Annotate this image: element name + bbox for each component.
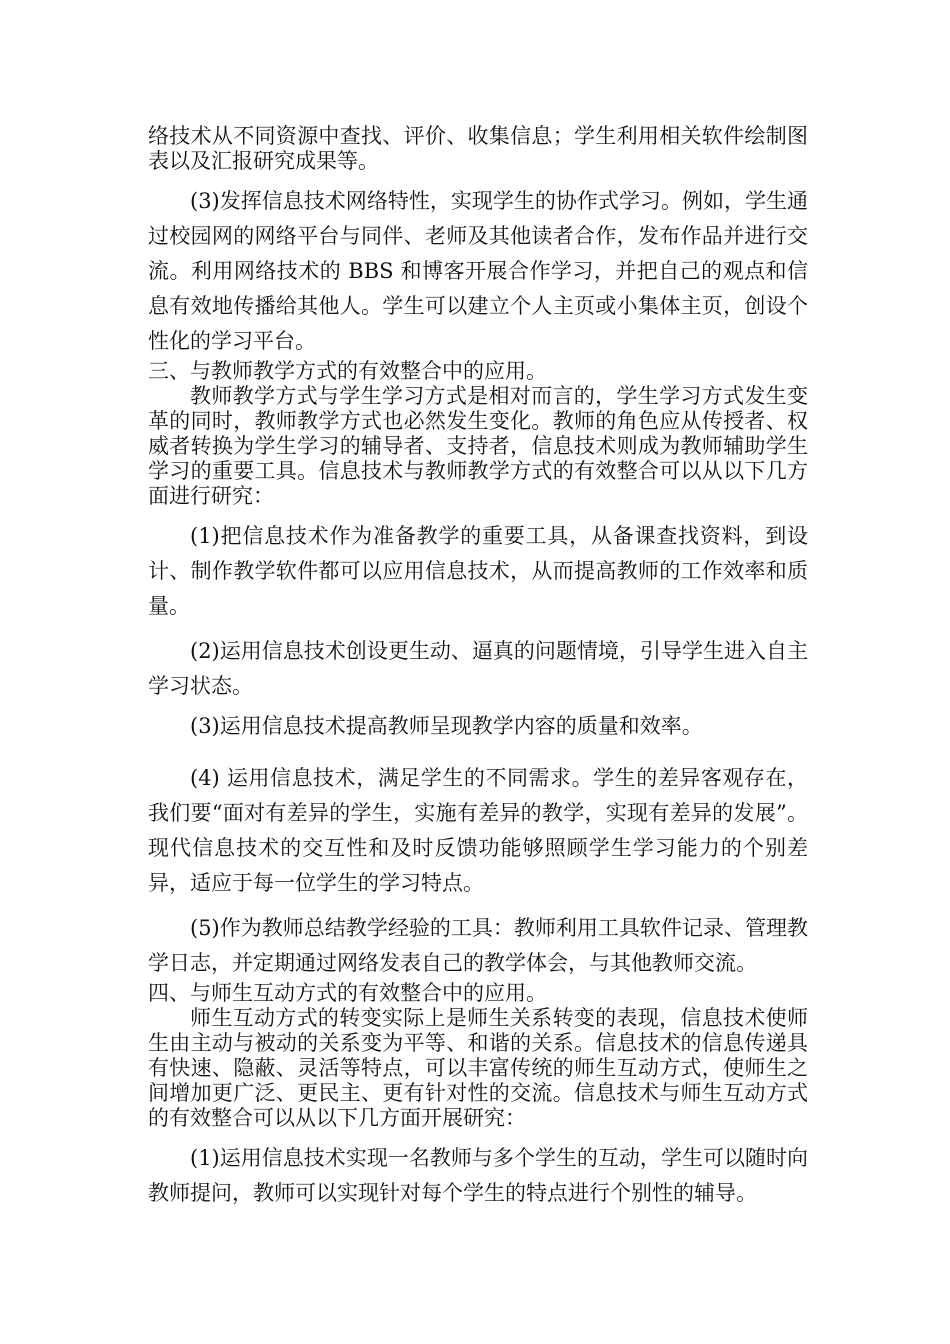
paragraph-item-3-collaboration: (3)发挥信息技术网络特性，实现学生的协作式学习。例如，学生通过校园网的网络平台与同伴、老师及其他读者合作，发布作品并进行交流。利用网络技术的 BBS 和博客开展合作学习，并把自己的观点和信息有效地传播给其他人。学生可以建立个人主页或小集体主页，创设个性化的学习平台。 [148,189,808,353]
paragraph-item-2-scenario: (2)运用信息技术创设更生动、逼真的问题情境，引导学生进入自主学习状态。 [148,639,808,698]
paragraph-teaching-methods: 教师教学方式与学生学习方式是相对而言的，学生学习方式发生变革的同时，教师教学方式也必然发生变化。教师的角色应从传授者、权威者转换为学生学习的辅导者、支持者，信息技术则成为教师辅助学生学习的重要工具。信息技术与教师教学方式的有效整合可以从以下几方面进行研究： [148,384,808,508]
paragraph-item-5-summary: (5)作为教师总结教学经验的工具：教师利用工具软件记录、管理教学日志，并定期通过网络发表自己的教学体会，与其他教师交流。 [148,916,808,975]
paragraph-item-3-presentation: (3)运用信息技术提高教师呈现教学内容的质量和效率。 [190,714,703,738]
section-heading-3: 三、与教师教学方式的有效整合中的应用。 [148,359,547,383]
paragraph-item-1-interaction: (1)运用信息技术实现一名教师与多个学生的互动，学生可以随时向教师提问，教师可以实现针对每个学生的特点进行个别性的辅导。 [148,1146,808,1205]
paragraph-item-4-needs: (4) 运用信息技术，满足学生的不同需求。学生的差异客观存在，我们要“面对有差异的学生，实施有差异的教学，实现有差异的发展”。现代信息技术的交互性和及时反馈功能够照顾学生学习能力的个别差异，适应于每一位学生的学习特点。 [148,766,808,895]
paragraph-interaction-methods: 师生互动方式的转变实际上是师生关系转变的表现，信息技术使师生由主动与被动的关系变为平等、和谐的关系。信息技术的信息传递具有快速、隐蔽、灵活等特点，可以丰富传统的师生互动方式，使师生之间增加更广泛、更民主、更有针对性的交流。信息技术与师生互动方式的有效整合可以从以下几方面开展研究： [148,1006,808,1130]
paragraph-item-1-tool: (1)把信息技术作为准备教学的重要工具，从备课查找资料，到设计、制作教学软件都可以应用信息技术，从而提高教师的工作效率和质量。 [148,524,808,618]
document-body [148,124,808,1211]
section-heading-4: 四、与师生互动方式的有效整合中的应用。 [148,981,547,1005]
paragraph-continuation: 络技术从不同资源中查找、评价、收集信息；学生利用相关软件绘制图表以及汇报研究成果等。 [148,124,808,173]
